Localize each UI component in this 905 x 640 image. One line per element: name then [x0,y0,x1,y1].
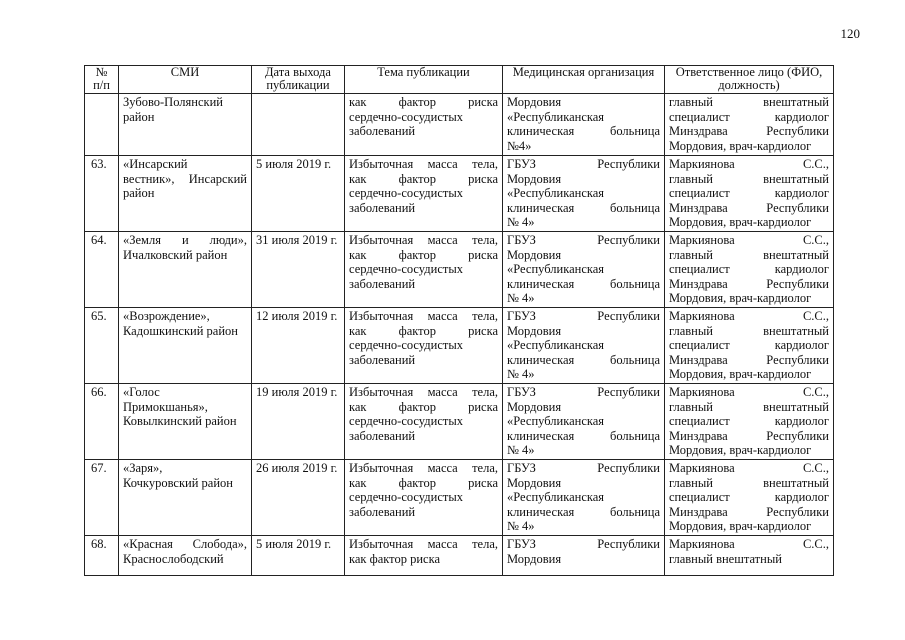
organization-cell-line: Мордовия [507,399,562,414]
topic-cell-line: как фактор риска [349,551,441,566]
responsible-cell [665,156,834,232]
media-cell-line: вестник», Инсарский [123,171,247,186]
header-responsible: Ответственное лицо (ФИО, должность) [665,66,834,94]
media-cell-line: «Инсарский [123,157,188,171]
responsible-cell-line: специалист кардиолог [669,414,829,428]
organization-cell-line: клиническая больница [507,504,660,519]
responsible-cell [665,384,834,460]
responsible-cell-line: Маркиянова С.С., [669,157,829,171]
media-cell [119,232,252,308]
organization-cell [503,384,665,460]
organization-cell-line: Мордовия [507,551,562,566]
publications-table [84,65,834,576]
organization-cell-line: ГБУЗ Республики [507,309,660,323]
organization-cell-line: ГБУЗ Республики [507,461,660,475]
date-cell: 26 июля 2019 г. [252,460,345,536]
topic-cell-line: как фактор риска [349,95,498,109]
organization-cell-line: клиническая больница [507,200,660,215]
page-number: 120 [840,26,860,41]
topic-cell-line: как фактор риска [349,399,498,414]
responsible-cell-line: Минздрава Республики [669,276,829,291]
table-row [85,308,834,384]
responsible-cell-line: главный внештатный [669,171,829,186]
date-cell: 31 июля 2019 г. [252,232,345,308]
topic-cell-line: как фактор риска [349,171,498,186]
organization-cell-line: «Республиканская [507,490,605,504]
responsible-cell-line: специалист кардиолог [669,186,829,200]
media-cell [119,94,252,156]
media-cell [119,384,252,460]
header-topic: Тема публикации [345,66,503,94]
organization-cell-line: «Республиканская [507,109,605,124]
responsible-cell-line: Минздрава Республики [669,504,829,519]
organization-cell-line: клиническая больница [507,124,660,138]
organization-cell [503,308,665,384]
media-cell-line: Ичалковский район [123,247,228,262]
media-cell-line: «Земля и люди», [123,233,247,247]
organization-cell-line: ГБУЗ Республики [507,157,660,171]
responsible-cell [665,232,834,308]
topic-cell-line: сердечно-сосудистых [349,109,463,124]
table-body [85,94,834,576]
responsible-cell-line: Мордовия, врач-кардиолог [669,291,812,305]
media-cell-line: «Заря», [123,461,163,475]
media-cell-line: район [123,186,155,200]
organization-cell-line: клиническая больница [507,276,660,291]
date-cell [252,94,345,156]
topic-cell [345,384,503,460]
topic-cell-line: сердечно-сосудистых [349,490,463,504]
organization-cell-line: № 4» [507,443,535,457]
responsible-cell [665,536,834,576]
table-row [85,384,834,460]
media-cell [119,460,252,536]
header-date: Дата выхода публикации [252,66,345,94]
media-cell-line: «Голос [123,385,160,399]
topic-cell [345,460,503,536]
topic-cell-line: сердечно-сосудистых [349,186,463,200]
organization-cell [503,94,665,156]
date-cell: 5 июля 2019 г. [252,536,345,576]
date-cell: 5 июля 2019 г. [252,156,345,232]
media-cell [119,308,252,384]
organization-cell [503,536,665,576]
responsible-cell-line: Маркиянова С.С., [669,385,829,399]
organization-cell-line: «Республиканская [507,186,605,200]
topic-cell-line: Избыточная масса тела, [349,233,498,247]
topic-cell-line: как фактор риска [349,323,498,338]
topic-cell-line: заболеваний [349,124,416,138]
media-cell-line: Кадошкинский район [123,323,238,338]
topic-cell-line: сердечно-сосудистых [349,338,463,352]
responsible-cell [665,94,834,156]
responsible-cell-line: Маркиянова С.С., [669,537,829,551]
topic-cell-line: заболеваний [349,504,416,519]
organization-cell-line: №4» [507,138,532,153]
topic-cell-line: сердечно-сосудистых [349,414,463,428]
organization-cell-line: «Республиканская [507,338,605,352]
topic-cell-line: Избыточная масса тела, [349,537,498,551]
responsible-cell-line: специалист кардиолог [669,338,829,352]
responsible-cell-line: Минздрава Республики [669,124,829,138]
row-number: 66. [85,384,119,460]
responsible-cell-line: главный внештатный [669,323,829,338]
organization-cell-line: Мордовия [507,247,562,262]
table-row [85,460,834,536]
topic-cell [345,156,503,232]
row-number [85,94,119,156]
media-cell-line: Кочкуровский район [123,475,233,490]
organization-cell-line: № 4» [507,367,535,381]
topic-cell-line: Избыточная масса тела, [349,461,498,475]
organization-cell-line: клиническая больница [507,428,660,443]
header-number: № п/п [85,66,119,94]
table-row [85,536,834,576]
row-number: 63. [85,156,119,232]
organization-cell-line: «Республиканская [507,262,605,276]
responsible-cell-line: главный внештатный [669,475,829,490]
responsible-cell-line: Маркиянова С.С., [669,233,829,247]
organization-cell-line: № 4» [507,291,535,305]
responsible-cell-line: главный внештатный [669,247,829,262]
responsible-cell-line: главный внештатный [669,551,782,566]
media-cell-line: Зубово-Полянский [123,95,223,109]
organization-cell [503,460,665,536]
topic-cell-line: сердечно-сосудистых [349,262,463,276]
media-cell [119,156,252,232]
topic-cell-line: заболеваний [349,428,416,443]
media-cell [119,536,252,576]
responsible-cell-line: Мордовия, врач-кардиолог [669,367,812,381]
media-cell-line: «Красная Слобода», [123,537,247,551]
topic-cell [345,232,503,308]
date-cell: 12 июля 2019 г. [252,308,345,384]
topic-cell-line: заболеваний [349,276,416,291]
media-cell-line: Ковылкинский район [123,414,237,428]
topic-cell-line: Избыточная масса тела, [349,157,498,171]
responsible-cell [665,308,834,384]
header-organization: Медицинская организация [503,66,665,94]
organization-cell-line: Мордовия [507,475,562,490]
responsible-cell-line: Минздрава Республики [669,352,829,367]
media-cell-line: Примокшанья», [123,399,208,414]
topic-cell-line: как фактор риска [349,247,498,262]
responsible-cell-line: главный внештатный [669,95,829,109]
organization-cell-line: ГБУЗ Республики [507,233,660,247]
row-number: 65. [85,308,119,384]
row-number: 64. [85,232,119,308]
topic-cell-line: Избыточная масса тела, [349,385,498,399]
row-number: 67. [85,460,119,536]
table-header-row [85,66,834,94]
responsible-cell-line: Маркиянова С.С., [669,461,829,475]
organization-cell-line: клиническая больница [507,352,660,367]
responsible-cell-line: Мордовия, врач-кардиолог [669,443,812,457]
responsible-cell-line: главный внештатный [669,399,829,414]
responsible-cell [665,460,834,536]
topic-cell-line: как фактор риска [349,475,498,490]
responsible-cell-line: специалист кардиолог [669,109,829,124]
header-media: СМИ [119,66,252,94]
table-row [85,232,834,308]
organization-cell [503,232,665,308]
topic-cell-line: Избыточная масса тела, [349,309,498,323]
organization-cell-line: «Республиканская [507,414,605,428]
organization-cell-line: Мордовия [507,95,562,109]
table-row [85,94,834,156]
organization-cell-line: ГБУЗ Республики [507,385,660,399]
responsible-cell-line: специалист кардиолог [669,490,829,504]
media-cell-line: район [123,109,155,124]
organization-cell-line: Мордовия [507,323,562,338]
media-cell-line: Краснослободский [123,551,224,566]
topic-cell [345,536,503,576]
responsible-cell-line: Мордовия, врач-кардиолог [669,138,812,153]
organization-cell-line: № 4» [507,215,535,229]
responsible-cell-line: Минздрава Республики [669,428,829,443]
responsible-cell-line: Мордовия, врач-кардиолог [669,215,812,229]
organization-cell-line: ГБУЗ Республики [507,537,660,551]
responsible-cell-line: Мордовия, врач-кардиолог [669,519,812,533]
topic-cell-line: заболеваний [349,200,416,215]
topic-cell-line: заболеваний [349,352,416,367]
row-number: 68. [85,536,119,576]
topic-cell [345,308,503,384]
responsible-cell-line: Маркиянова С.С., [669,309,829,323]
organization-cell-line: Мордовия [507,171,562,186]
organization-cell [503,156,665,232]
date-cell: 19 июля 2019 г. [252,384,345,460]
table-row [85,156,834,232]
responsible-cell-line: специалист кардиолог [669,262,829,276]
responsible-cell-line: Минздрава Республики [669,200,829,215]
media-cell-line: «Возрождение», [123,309,210,323]
organization-cell-line: № 4» [507,519,535,533]
topic-cell [345,94,503,156]
